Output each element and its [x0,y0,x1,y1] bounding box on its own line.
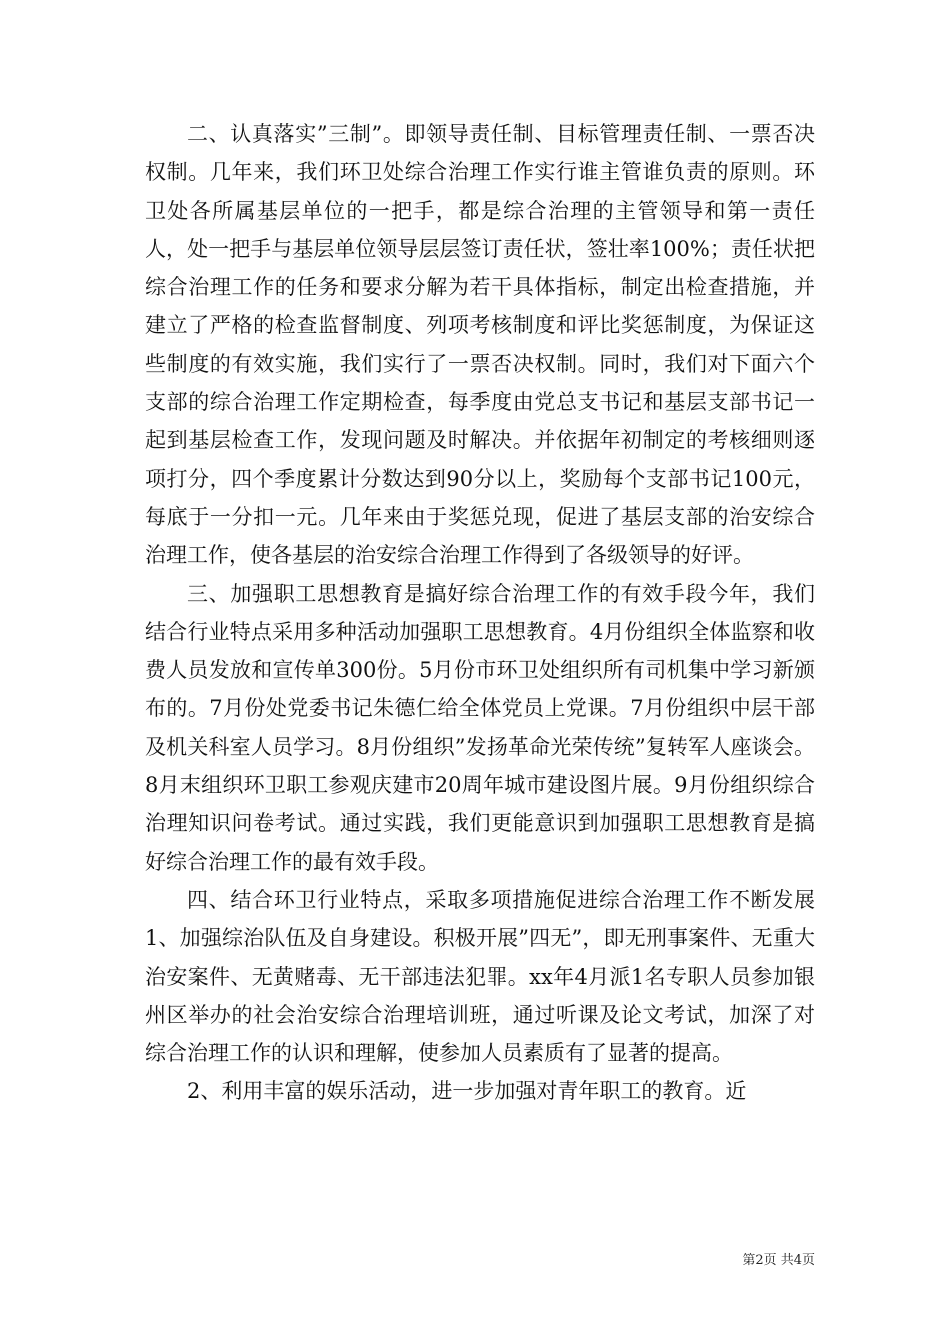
document-body [145,115,815,1111]
paragraph-san-zhi: 二、认真落实”三制”。即领导责任制、目标管理责任制、一票否决权制。几年来，我们环卫处综合治理工作实行谁主管谁负责的原则。环卫处各所属基层单位的一把手，都是综合治理的主管领导和第一责任人，处一把手与基层单位领导层层签订责任状，签壮率100%；责任状把综合治理工作的任务和要求分解为若干具体指标，制定出检查措施，并建立了严格的检查监督制度、列项考核制度和评比奖惩制度，为保证这些制度的有效实施，我们实行了一票否决权制。同时，我们对下面六个支部的综合治理工作定期检查，每季度由党总支书记和基层支部书记一起到基层检查工作，发现问题及时解决。并依据年初制定的考核细则逐项打分，四个季度累计分数达到90分以上，奖励每个支部书记100元，每底于一分扣一元。几年来由于奖惩兑现，促进了基层支部的治安综合治理工作，使各基层的治安综合治理工作得到了各级领导的好评。 [145,122,815,568]
paragraph-measures: 四、结合环卫行业特点，采取多项措施促进综合治理工作不断发展1、加强综治队伍及自身建设。积极开展”四无”，即无刑事案件、无重大治安案件、无黄赌毒、无干部违法犯罪。xx年4月派1名专职人员参加银州区举办的社会治安综合治理培训班，通过听课及论文考试，加深了对综合治理工作的认识和理解，使参加人员素质有了显著的提高。 [145,887,815,1066]
paragraph-recreation: 2、利用丰富的娱乐活动，进一步加强对青年职工的教育。近 [187,1079,747,1104]
paragraph-staff-education: 三、加强职工思想教育是搞好综合治理工作的有效手段今年，我们结合行业特点采用多种活动加强职工思想教育。4月份组织全体监察和收费人员发放和宣传单300份。5月份市环卫处组织所有司机集中学习新颁布的。7月份处党委书记朱德仁给全体党员上党课。7月份组织中层干部及机关科室人员学习。8月份组织”发扬革命光荣传统”复转军人座谈会。8月末组织环卫职工参观庆建市20周年城市建设图片展。9月份组织综合治理知识问卷考试。通过实践，我们更能意识到加强职工思想教育是搞好综合治理工作的最有效手段。 [145,581,815,874]
page-number-footer: 第2页 共4页 [742,1253,815,1268]
